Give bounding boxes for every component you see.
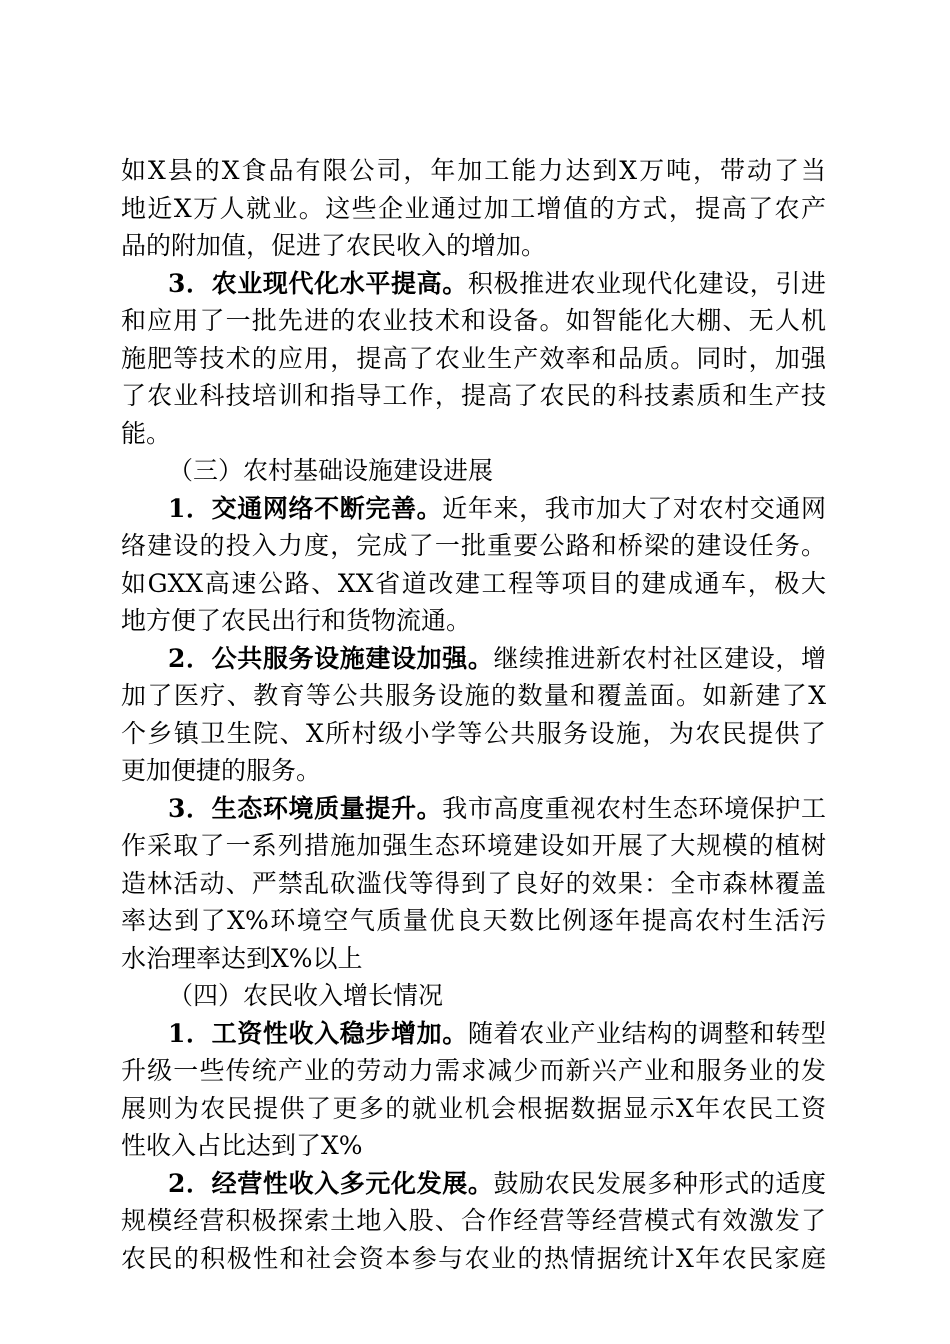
subsection-line bbox=[168, 1165, 826, 1203]
section-heading bbox=[168, 452, 493, 490]
paragraph-line bbox=[121, 302, 826, 340]
paragraph-line bbox=[121, 602, 826, 640]
line-text: 继续推进新农村社区建设，增 bbox=[493, 644, 826, 673]
line-text: 升级一些传统产业的劳动力需求减少而新兴产业和服务业的发 bbox=[121, 1056, 826, 1085]
subsection-title: 2．经营性收入多元化发展。 bbox=[168, 1169, 494, 1198]
paragraph-line bbox=[121, 1127, 826, 1165]
line-text: 造林活动、严禁乱砍滥伐等得到了良好的效果：全市森林覆盖 bbox=[121, 869, 826, 898]
line-text: 展则为农民提供了更多的就业机会根据数据显示X年农民工资 bbox=[121, 1094, 826, 1123]
line-text: 率达到了X%环境空气质量优良天数比例逐年提高农村生活污 bbox=[121, 906, 826, 935]
line-text: 农民的积极性和社会资本参与农业的热情据统计X年农民家庭 bbox=[121, 1244, 826, 1273]
section-heading bbox=[168, 977, 443, 1015]
paragraph-line bbox=[121, 902, 826, 940]
line-text: 随着农业产业结构的调整和转型 bbox=[467, 1019, 826, 1048]
paragraph-line bbox=[121, 752, 826, 790]
line-text: 地近X万人就业。这些企业通过加工增值的方式，提高了农产 bbox=[121, 194, 826, 223]
line-text: 如GXX高速公路、XX省道改建工程等项目的建成通车，极大 bbox=[121, 569, 826, 598]
section-heading-text: （四）农民收入增长情况 bbox=[168, 981, 444, 1010]
paragraph-line bbox=[121, 152, 826, 190]
paragraph-line bbox=[121, 677, 826, 715]
paragraph-line bbox=[121, 190, 826, 228]
section-heading-text: （三）农村基础设施建设进展 bbox=[168, 456, 494, 485]
subsection-title: 2．公共服务设施建设加强。 bbox=[168, 644, 494, 673]
line-text: 和应用了一批先进的农业技术和设备。如智能化大棚、无人机 bbox=[121, 306, 826, 335]
line-text: 积极推进农业现代化建设，引进 bbox=[467, 269, 826, 298]
paragraph-line bbox=[121, 415, 826, 453]
subsection-line bbox=[168, 1015, 826, 1053]
paragraph-line bbox=[121, 1240, 826, 1278]
subsection-title: 3．农业现代化水平提高。 bbox=[168, 269, 468, 298]
subsection-line bbox=[168, 265, 826, 303]
paragraph-line bbox=[121, 377, 826, 415]
paragraph-line bbox=[121, 827, 826, 865]
paragraph-line bbox=[121, 527, 826, 565]
line-text: 地方便了农民出行和货物流通。 bbox=[121, 606, 472, 635]
paragraph-line bbox=[121, 1202, 826, 1240]
line-text: 络建设的投入力度，完成了一批重要公路和桥梁的建设任务。 bbox=[121, 531, 826, 560]
subsection-title: 1．交通网络不断完善。 bbox=[168, 494, 443, 523]
paragraph-line bbox=[121, 565, 826, 603]
line-text: 鼓励农民发展多种形式的适度 bbox=[493, 1169, 826, 1198]
line-text: 近年来，我市加大了对农村交通网 bbox=[442, 494, 826, 523]
paragraph-line bbox=[121, 340, 826, 378]
paragraph-line bbox=[121, 715, 826, 753]
paragraph-line bbox=[121, 1090, 826, 1128]
subsection-line bbox=[168, 490, 826, 528]
line-text: 水治理率达到X%以上 bbox=[121, 944, 363, 973]
line-text: 我市高度重视农村生态环境保护工 bbox=[442, 794, 826, 823]
line-text: 更加便捷的服务。 bbox=[121, 756, 322, 785]
paragraph-line bbox=[121, 940, 826, 978]
paragraph-line bbox=[121, 227, 826, 265]
line-text: 品的附加值，促进了农民收入的增加。 bbox=[121, 231, 547, 260]
line-text: 了农业科技培训和指导工作，提高了农民的科技素质和生产技 bbox=[121, 381, 826, 410]
line-text: 作采取了一系列措施加强生态环境建设如开展了大规模的植树 bbox=[121, 831, 826, 860]
paragraph-line bbox=[121, 1052, 826, 1090]
subsection-title: 3．生态环境质量提升。 bbox=[168, 794, 443, 823]
line-text: 能。 bbox=[121, 419, 172, 448]
line-text: 性收入占比达到了X% bbox=[121, 1131, 363, 1160]
line-text: 加了医疗、教育等公共服务设施的数量和覆盖面。如新建了X bbox=[121, 681, 826, 710]
subsection-line bbox=[168, 640, 826, 678]
line-text: 个乡镇卫生院、X所村级小学等公共服务设施，为农民提供了 bbox=[121, 719, 826, 748]
paragraph-line bbox=[121, 865, 826, 903]
subsection-title: 1．工资性收入稳步增加。 bbox=[168, 1019, 468, 1048]
line-text: 如X县的X食品有限公司，年加工能力达到X万吨，带动了当 bbox=[121, 156, 826, 185]
subsection-line bbox=[168, 790, 826, 828]
line-text: 规模经营积极探索土地入股、合作经营等经营模式有效激发了 bbox=[121, 1206, 826, 1235]
line-text: 施肥等技术的应用，提高了农业生产效率和品质。同时，加强 bbox=[121, 344, 826, 373]
